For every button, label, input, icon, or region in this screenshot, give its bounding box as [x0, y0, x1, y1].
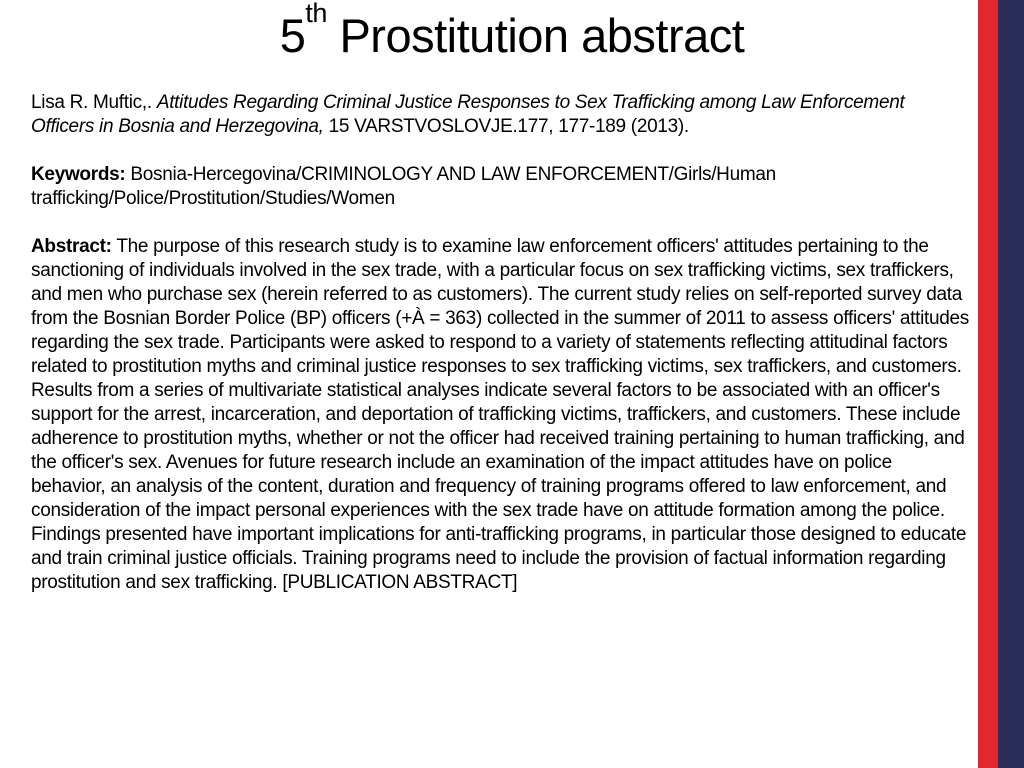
keywords-text: Bosnia-Hercegovina/CRIMINOLOGY AND LAW ENFORCEMENT/Girls/Human trafficking/Police/Prostitution/Studies/Women [31, 164, 776, 209]
title-ordinal-suffix: th [305, 0, 327, 28]
accent-bar-navy [998, 0, 1024, 768]
keywords [31, 163, 971, 211]
slide-body [31, 91, 971, 595]
title-text: Prostitution abstract [339, 9, 745, 62]
title-number: 5 [279, 9, 306, 62]
keywords-label: Keywords: [31, 164, 126, 185]
abstract-label: Abstract: [31, 236, 112, 257]
abstract [31, 235, 971, 595]
citation-author: Lisa R. Muftic,. [31, 92, 157, 113]
abstract-text: The purpose of this research study is to examine law enforcement officers' attitudes pertaining to the sanctioning of individuals involved in the sex trade, with a particular focus on sex trafficking victims, sex traffickers, and men who purchase sex (herein referred to as customers). The current study relies on self-reported survey data from the Bosnian Border Police (BP) officers (+À = 363) collected in the summer of 2011 to assess officers' attitudes regarding the sex trade. Participants were asked to respond to a variety of statements reflecting attitudinal factors related to prostitution myths and criminal justice responses to sex trafficking victims, sex traffickers, and customers. Results from a series of multivariate statistical analyses indicate several factors to be associated with an officer's support for the arrest, incarceration, and deportation of trafficking victims, traffickers, and customers. These include adherence to prostitution myths, whether or not the officer had received training pertaining to human trafficking, and the officer's sex. Avenues for future research include an examination of the impact attitudes have on police behavior, an analysis of the content, duration and frequency of training programs offered to law enforcement, and consideration of the impact personal experiences with the sex trade have on attitude formation among the police. Findings presented have important implications for anti-trafficking programs, in particular those designed to educate and train criminal justice officials. Training programs need to include the provision of factual information regarding prostitution and sex trafficking. [PUBLICATION ABSTRACT] [31, 236, 970, 593]
citation [31, 91, 971, 139]
citation-source: 15 VARSTVOSLOVJE.177, 177-189 (2013). [323, 116, 689, 137]
accent-bar-red [978, 0, 998, 768]
slide-title [0, 0, 1024, 66]
citation-article-title: Attitudes Regarding Criminal Justice Responses to Sex Trafficking among Law Enforcement Officers in Bosnia and Herzegovina, [31, 92, 905, 137]
